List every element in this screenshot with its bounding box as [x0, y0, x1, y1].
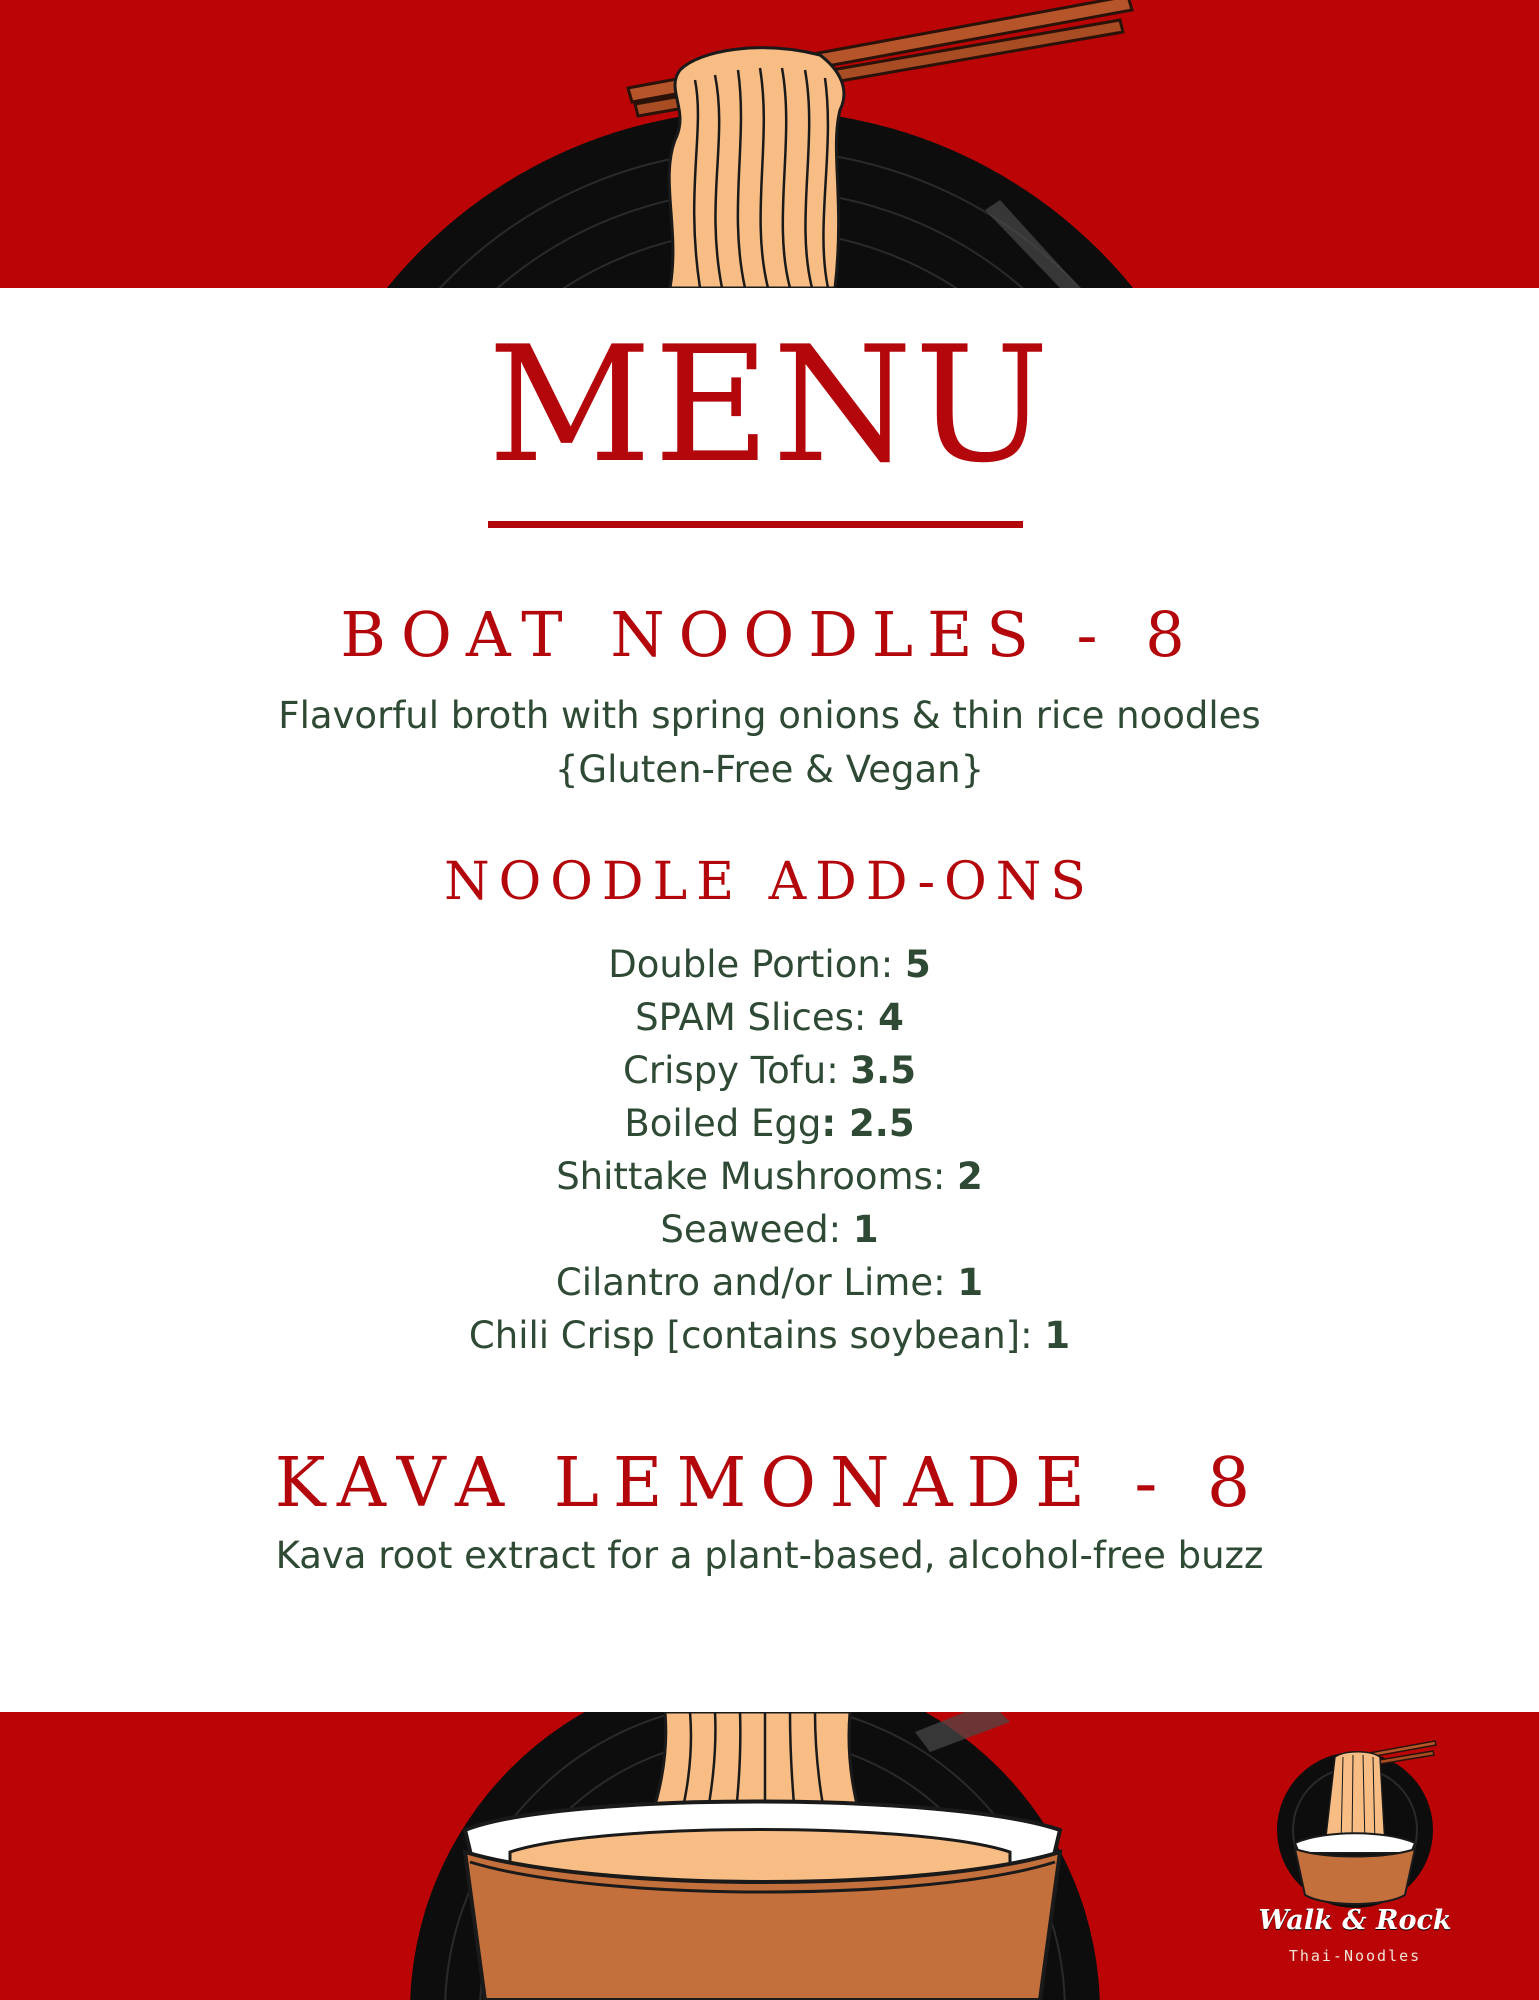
- boat-noodles-description: [0, 689, 1539, 797]
- addon-price: 4: [878, 996, 904, 1039]
- logo-name: Walk & Rock: [1258, 1905, 1452, 1936]
- title-divider: [488, 521, 1023, 528]
- kava-lemonade-heading: KAVA LEMONADE - 8: [274, 1444, 1265, 1523]
- boat-noodles-dietary-note: {Gluten-Free & Vegan}: [554, 748, 985, 791]
- boat-noodles-heading: BOAT NOODLES - 8: [340, 598, 1199, 671]
- addon-price: 2: [957, 1155, 983, 1198]
- addons-list: [0, 938, 1539, 1362]
- addon-name: Seaweed:: [660, 1208, 853, 1251]
- list-item: [0, 1044, 1539, 1097]
- noodles-chopsticks-illustration: [0, 0, 1539, 288]
- list-item: [0, 991, 1539, 1044]
- addons-heading: NOODLE ADD-ONS: [444, 852, 1095, 912]
- bottom-banner: [0, 1712, 1539, 2000]
- addon-price: 3.5: [850, 1049, 916, 1092]
- kava-lemonade-description: Kava root extract for a plant-based, alcohol-free buzz: [275, 1534, 1264, 1577]
- list-item: [0, 1203, 1539, 1256]
- addon-name: Double Portion:: [608, 943, 906, 986]
- addon-name: Crispy Tofu:: [623, 1049, 851, 1092]
- logo-bowl-icon: [1255, 1735, 1455, 1915]
- boat-noodles-description-text: Flavorful broth with spring onions & thin rice noodles: [278, 694, 1261, 737]
- list-item: [0, 1097, 1539, 1150]
- addon-price: 5: [905, 943, 931, 986]
- brand-logo: [1255, 1735, 1455, 1975]
- addon-name: Chili Crisp [contains soybean]:: [468, 1314, 1045, 1357]
- addon-price: 1: [957, 1261, 984, 1304]
- list-item: [0, 1256, 1539, 1309]
- addon-price: 1: [852, 1208, 879, 1251]
- list-item: [0, 1309, 1539, 1362]
- list-item: [0, 1150, 1539, 1203]
- addon-name: Cilantro and/or Lime:: [555, 1261, 958, 1304]
- addon-name: SPAM Slices:: [635, 996, 879, 1039]
- list-item: [0, 938, 1539, 991]
- logo-subtitle: Thai-Noodles: [1288, 1947, 1422, 1965]
- top-banner: [0, 0, 1539, 288]
- addon-price: 1: [1044, 1314, 1071, 1357]
- addon-name: Shittake Mushrooms:: [556, 1155, 958, 1198]
- addon-name: Boiled Egg: [624, 1102, 822, 1145]
- page-title: MENU: [487, 311, 1052, 498]
- addon-price: : 2.5: [821, 1102, 915, 1145]
